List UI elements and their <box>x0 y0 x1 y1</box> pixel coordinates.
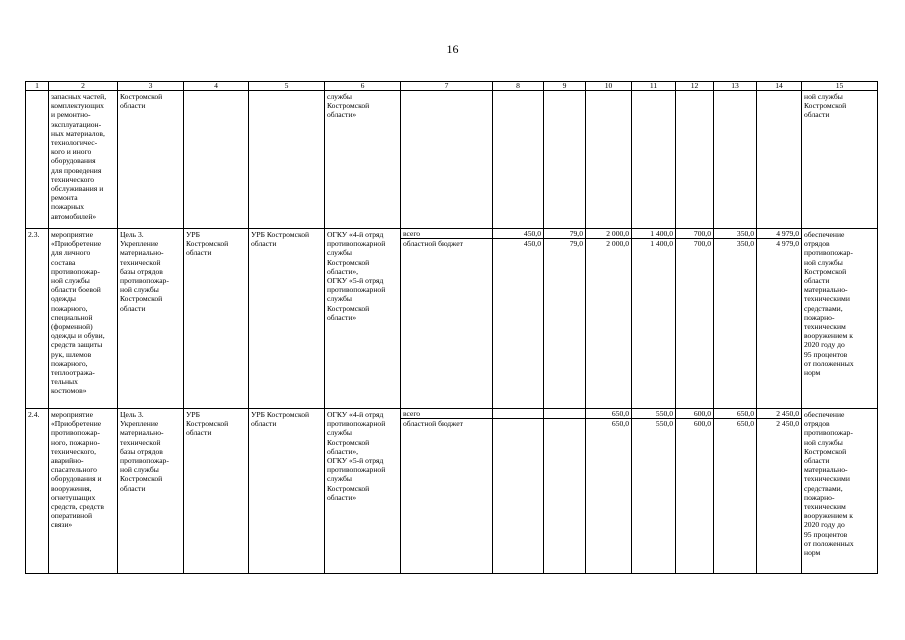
customer <box>249 91 325 229</box>
amount-value: 700,0 <box>693 239 711 248</box>
program-table <box>25 81 878 574</box>
expected-result: ной службы Костромской области <box>802 91 878 229</box>
goal: Цель 3. Укрепление материально- технической базы отрядов противопожар- ной службы Костромской области <box>118 229 184 409</box>
amount-value: 650,0 <box>714 409 756 419</box>
amount-col-14 <box>757 229 802 409</box>
column-number-6: 6 <box>325 82 401 91</box>
amount-value: 700,0 <box>676 229 713 239</box>
table-row <box>26 409 878 574</box>
item-number <box>26 91 49 229</box>
amount-value: 650,0 <box>736 419 754 428</box>
amount-value: 2 450,0 <box>776 419 799 428</box>
amount-col-12 <box>676 229 714 409</box>
amount-value <box>544 409 585 419</box>
amount-value: 2 000,0 <box>586 229 631 239</box>
amount-value: 650,0 <box>611 419 629 428</box>
amount-value: 350,0 <box>736 239 754 248</box>
column-number-11: 11 <box>632 82 676 91</box>
funding-source-line: областной бюджет <box>403 419 463 428</box>
responsible: УРБ Костромской области <box>184 229 249 409</box>
amount-value: 450,0 <box>523 239 541 248</box>
activity-name: мероприятие «Приобретение противопожар- ного, пожарно- технического, аварийно- спасательного оборудования и вооружения, огнетушащих средств, средств оперативной связи» <box>49 409 118 574</box>
activity-name: мероприятие «Приобретение для личного состава противопожар- ной службы области боевой одежды пожарного, специальной (форменной) одежды и обуви, средств защиты рук, шлемов пожарного, теплоотража- тельных костюмов» <box>49 229 118 409</box>
funding-source <box>401 91 493 229</box>
amount-col-9 <box>544 229 586 409</box>
amount-value: 4 979,0 <box>757 229 801 239</box>
amount-col-11 <box>632 91 676 229</box>
column-number-9: 9 <box>544 82 586 91</box>
item-number: 2.4. <box>26 409 49 574</box>
amount-value: 450,0 <box>493 229 543 239</box>
amount-col-12 <box>676 91 714 229</box>
activity-name: запасных частей, комплектующих и ремонтно- эксплуатацион- ных материалов, технологичес- кого и иного оборудования для проведения технического обслуживания и ремонта пожарных автомобилей» <box>49 91 118 229</box>
table-body <box>26 82 878 574</box>
amount-value: 350,0 <box>714 229 756 239</box>
column-number-2: 2 <box>49 82 118 91</box>
column-number-8: 8 <box>493 82 544 91</box>
column-number-10: 10 <box>586 82 632 91</box>
amount-value: 2 000,0 <box>606 239 629 248</box>
amount-value: 550,0 <box>655 419 673 428</box>
expected-result: обеспечение отрядов противопожар- ной службы Костромской области материально- техническими средствами, пожарно- техническим вооружением к 2020 году до 95 процентов от положенных норм <box>802 409 878 574</box>
responsible <box>184 91 249 229</box>
column-number-4: 4 <box>184 82 249 91</box>
amount-value: 550,0 <box>632 409 675 419</box>
amount-value <box>493 419 543 428</box>
funding-source-line: всего <box>401 409 492 419</box>
column-number-14: 14 <box>757 82 802 91</box>
customer: УРБ Костромской области <box>249 229 325 409</box>
executor: службы Костромской области» <box>325 91 401 229</box>
column-number-row <box>26 82 878 91</box>
item-number: 2.3. <box>26 229 49 409</box>
amount-col-13 <box>714 409 757 574</box>
executor: ОГКУ «4-й отряд противопожарной службы Костромской области», ОГКУ «5-й отряд противопожарной службы Костромской области» <box>325 229 401 409</box>
column-number-7: 7 <box>401 82 493 91</box>
amount-col-8 <box>493 229 544 409</box>
amount-col-14 <box>757 91 802 229</box>
column-number-12: 12 <box>676 82 714 91</box>
amount-value: 79,0 <box>569 239 583 248</box>
amount-col-13 <box>714 229 757 409</box>
amount-value: 2 450,0 <box>757 409 801 419</box>
executor: ОГКУ «4-й отряд противопожарной службы Костромской области», ОГКУ «5-й отряд противопожарной службы Костромской области» <box>325 409 401 574</box>
column-number-5: 5 <box>249 82 325 91</box>
table-row <box>26 229 878 409</box>
page-number: 16 <box>446 42 459 56</box>
amount-value: 1 400,0 <box>632 229 675 239</box>
amount-value <box>493 409 543 419</box>
amount-value: 600,0 <box>676 409 713 419</box>
table-row <box>26 91 878 229</box>
expected-result: обеспечение отрядов противопожар- ной службы Костромской области материально- техническими средствами, пожарно- техническим вооружением к 2020 году до 95 процентов от положенных норм <box>802 229 878 409</box>
amount-col-9 <box>544 91 586 229</box>
amount-col-12 <box>676 409 714 574</box>
amount-col-10 <box>586 91 632 229</box>
amount-col-9 <box>544 409 586 574</box>
funding-source-line: всего <box>401 229 492 239</box>
responsible: УРБ Костромской области <box>184 409 249 574</box>
funding-source <box>401 229 493 409</box>
amount-col-10 <box>586 229 632 409</box>
amount-col-10 <box>586 409 632 574</box>
funding-source-line: областной бюджет <box>403 239 463 248</box>
amount-value: 600,0 <box>693 419 711 428</box>
column-number-13: 13 <box>714 82 757 91</box>
column-number-15: 15 <box>802 82 878 91</box>
amount-col-14 <box>757 409 802 574</box>
amount-value: 79,0 <box>544 229 585 239</box>
amount-value <box>544 419 585 428</box>
funding-source <box>401 409 493 574</box>
amount-col-8 <box>493 409 544 574</box>
amount-col-8 <box>493 91 544 229</box>
amount-value: 1 400,0 <box>650 239 673 248</box>
amount-value: 650,0 <box>586 409 631 419</box>
goal: Цель 3. Укрепление материально- технической базы отрядов противопожар- ной службы Костромской области <box>118 409 184 574</box>
amount-value: 4 979,0 <box>776 239 799 248</box>
amount-col-11 <box>632 229 676 409</box>
amount-col-11 <box>632 409 676 574</box>
customer: УРБ Костромской области <box>249 409 325 574</box>
column-number-3: 3 <box>118 82 184 91</box>
amount-col-13 <box>714 91 757 229</box>
goal: Костромской области <box>118 91 184 229</box>
column-number-1: 1 <box>26 82 49 91</box>
